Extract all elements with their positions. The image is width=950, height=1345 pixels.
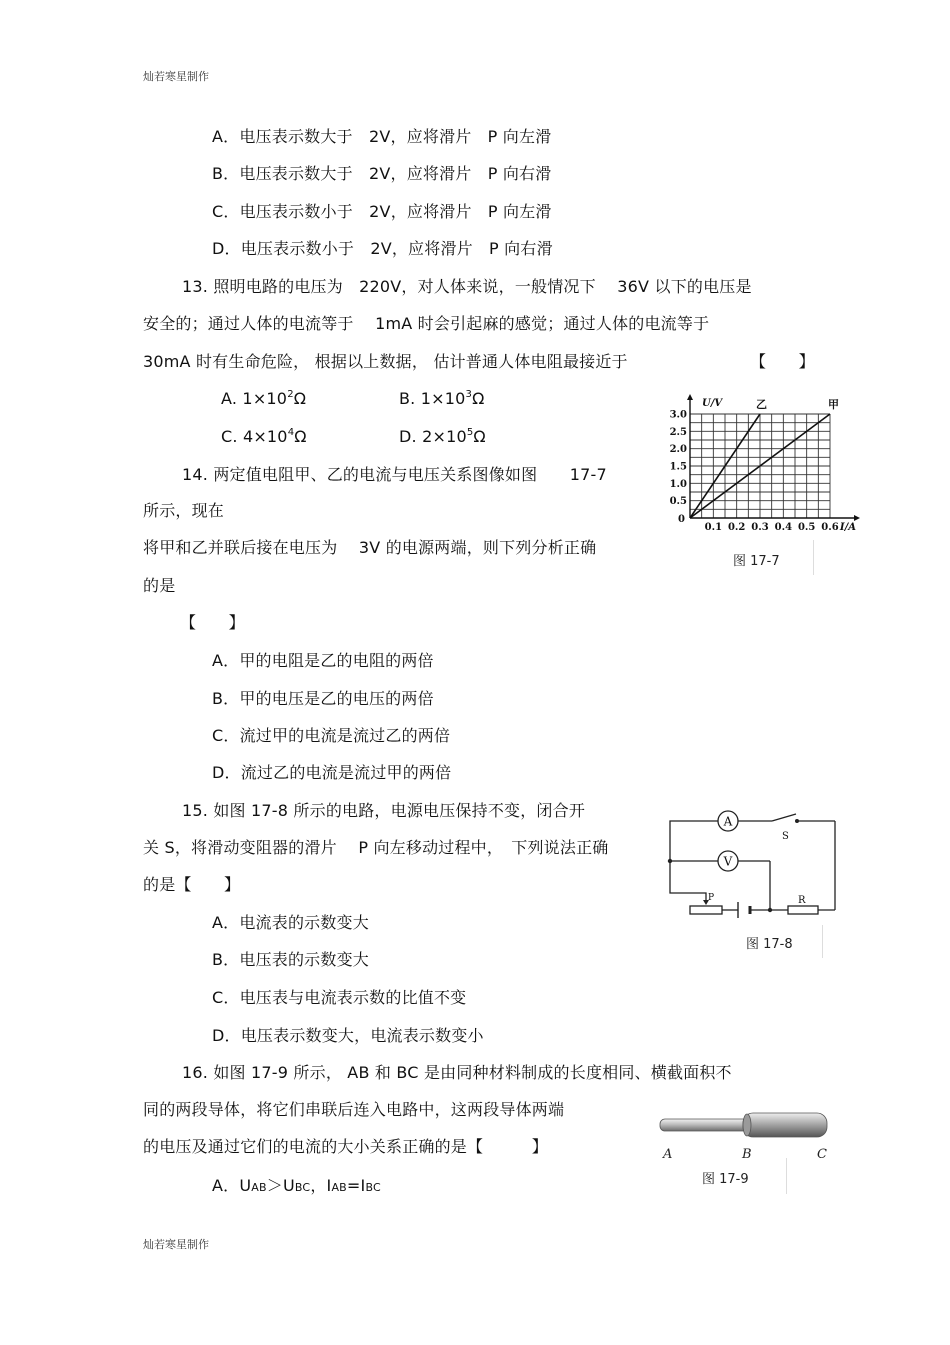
x-tick-label: 0.5: [797, 522, 816, 533]
origin-label: 0: [678, 514, 685, 525]
q12-option-d: D．电压表示数小于 2V，应将滑片 P 向右滑: [212, 239, 553, 258]
conductor-junction: [743, 1114, 751, 1136]
y-tick-label: 3.0: [670, 409, 687, 421]
ammeter-label: A: [723, 814, 733, 829]
figure-17-7-chart: [670, 388, 890, 538]
resistor-body: [788, 906, 818, 914]
q14-line-2: 所示，现在: [143, 501, 225, 520]
rheostat-body: [690, 906, 722, 914]
q16-option-a: A．UAB＞UBC，IAB=IBC: [212, 1176, 381, 1195]
x-tick-label: 0.4: [774, 522, 793, 533]
figure-17-8-circuit: [660, 805, 850, 925]
y-tick-label: 1.5: [670, 461, 687, 473]
x-tick-label: 0.2: [727, 522, 746, 533]
q12-option-c: C．电压表示数小于 2V，应将滑片 P 向左滑: [212, 202, 552, 221]
q13-line-3: 30mA 时有生命危险， 根据以上数据， 估计普通人体电阻最接近于: [143, 352, 628, 371]
q14-answer-bracket: 【 】: [180, 613, 245, 632]
q14-line-1: 14. 两定值电阻甲、乙的电流与电压关系图像如图 17-7: [182, 465, 607, 484]
voltmeter-label: V: [723, 854, 733, 869]
slider-wire: [670, 861, 706, 902]
figure-divider: [822, 925, 823, 958]
q13-answer-bracket: 【 】: [750, 352, 815, 371]
figure-17-9-conductors: [655, 1108, 840, 1163]
q15-line-1: 15. 如图 17-8 所示的电路，电源电压保持不变，闭合开: [182, 801, 586, 820]
q13-line-2: 安全的；通过人体的电流等于 1mA 时会引起麻的感觉；通过人体的电流等于: [143, 314, 710, 333]
series-name-label: 乙: [756, 398, 767, 411]
x-tick-label: 0.6: [821, 522, 839, 533]
q15-option-c: C．电压表与电流表示数的比值不变: [212, 988, 467, 1007]
q13-option-c: C. $4\times 10^4\Omega$: [221, 427, 307, 446]
label-c: C: [817, 1147, 827, 1162]
y-tick-label: 2.0: [670, 444, 687, 456]
label-b: B: [742, 1147, 752, 1162]
page-header: 灿若寒星制作: [143, 70, 209, 83]
y-axis-arrow-icon: [687, 394, 693, 400]
q13-line-1: 13. 照明电路的电压为 220V，对人体来说，一般情况下 36V 以下的电压是: [182, 277, 752, 296]
figure-17-7-caption: 图 17-7: [733, 554, 780, 569]
q15-line-3: 的是【 】: [143, 875, 241, 894]
y-tick-label: 2.5: [670, 426, 687, 438]
switch-contact-dot: [795, 819, 799, 823]
switch-label: S: [782, 831, 789, 842]
conductor-bc: [743, 1113, 827, 1137]
junction-dot: [668, 859, 672, 863]
q13-option-d: D. $2\times 10^5\Omega$: [399, 427, 486, 446]
junction-dot: [768, 908, 772, 912]
page-footer: 灿若寒星制作: [143, 1238, 209, 1251]
x-tick-label: 0.3: [751, 522, 769, 533]
x-tick-label: 0.1: [704, 522, 723, 533]
q14-option-a: A．甲的电阻是乙的电阻的两倍: [212, 651, 434, 670]
q14-option-c: C．流过甲的电流是流过乙的两倍: [212, 726, 451, 745]
q15-option-a: A．电流表的示数变大: [212, 913, 369, 932]
figure-divider: [813, 540, 814, 575]
y-tick-label: 1.0: [670, 478, 687, 490]
resistor-label: R: [798, 895, 806, 906]
q15-option-d: D．电压表示数变大，电流表示数变小: [212, 1026, 484, 1045]
series-name-label: 甲: [828, 398, 839, 411]
q16-line-2: 同的两段导体，将它们串联后连入电路中，这两段导体两端: [143, 1100, 565, 1119]
q13-option-a: A. $1\times 10^2\Omega$: [221, 389, 307, 408]
q15-line-2: 关 S，将滑动变阻器的滑片 P 向左移动过程中， 下列说法正确: [143, 838, 609, 857]
x-axis-label: I/A: [839, 522, 856, 533]
y-tick-label: 0.5: [670, 496, 687, 508]
figure-17-9-caption: 图 17-9: [702, 1172, 749, 1187]
circuit-wire-top-left: [670, 821, 718, 861]
q14-line-3: 将甲和乙并联后接在电压为 3V 的电源两端，则下列分析正确: [143, 538, 597, 557]
figure-divider: [786, 1158, 787, 1194]
x-axis-arrow-icon: [854, 515, 860, 521]
slider-label: P: [708, 893, 715, 903]
q12-option-a: A．电压表示数大于 2V，应将滑片 P 向左滑: [212, 127, 552, 146]
q14-option-d: D．流过乙的电流是流过甲的两倍: [212, 763, 452, 782]
conductor-ab: [660, 1119, 750, 1131]
switch-blade: [772, 814, 796, 821]
q12-option-b: B．电压表示数大于 2V，应将滑片 P 向右滑: [212, 164, 552, 183]
y-axis-label: U/V: [702, 398, 723, 409]
q14-option-b: B．甲的电压是乙的电压的两倍: [212, 689, 434, 708]
q14-line-4: 的是: [143, 576, 176, 595]
figure-17-8-caption: 图 17-8: [746, 937, 793, 952]
q13-option-b: B. $1\times 10^3\Omega$: [399, 389, 485, 408]
q15-option-b: B．电压表的示数变大: [212, 950, 369, 969]
q16-line-3: 的电压及通过它们的电流的大小关系正确的是【 】: [143, 1137, 549, 1156]
label-a: A: [663, 1147, 673, 1162]
q16-line-1: 16. 如图 17-9 所示， AB 和 BC 是由同种材料制成的长度相同、横截面积不: [182, 1063, 732, 1082]
